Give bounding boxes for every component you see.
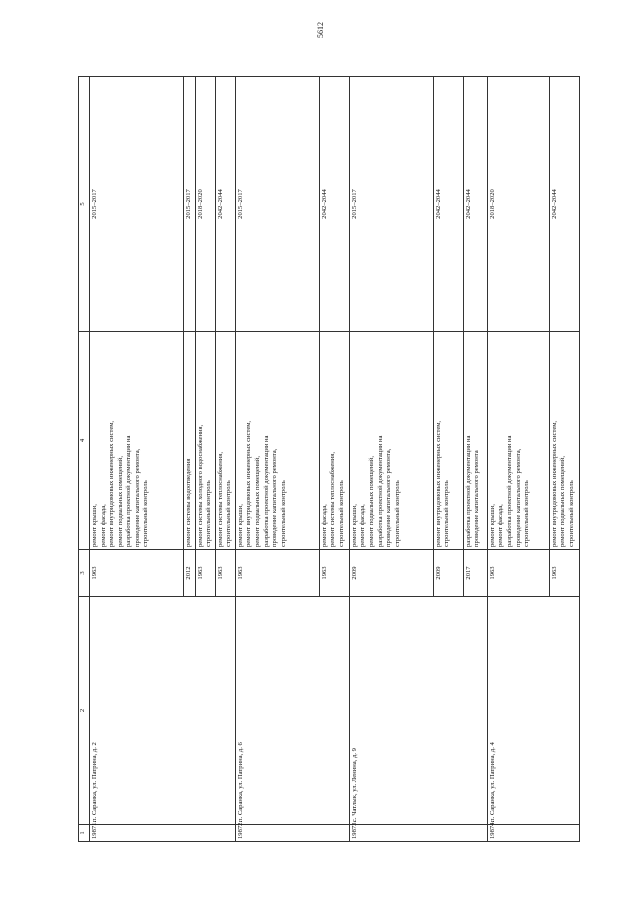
work-period: 2042–2044	[463, 77, 487, 332]
work-period: 2042–2044	[549, 77, 579, 332]
work-period: 2042–2044	[433, 77, 463, 332]
work-list: ремонт системы теплоснабжения, строительный контроль	[215, 332, 235, 550]
build-year: 1963	[195, 550, 215, 597]
header-col-4: 4	[79, 332, 90, 550]
row-number: 19871.	[90, 825, 236, 842]
build-year: 1963	[90, 550, 184, 597]
page-number: 5612	[316, 22, 325, 38]
capital-repair-table	[78, 76, 580, 842]
header-col-3: 3	[79, 550, 90, 597]
header-col-5: 5	[79, 77, 90, 332]
build-year: 2009	[349, 550, 433, 597]
build-year: 2017	[463, 550, 487, 597]
row-address: с. Чатлык, ул. Ленина, д. 9	[349, 597, 487, 825]
work-list: ремонт системы холодного водоснабжения, строительный контроль	[195, 332, 215, 550]
rotated-table-container	[78, 77, 588, 842]
work-list: ремонт внутридомовых инженерных систем, строительный контроль	[433, 332, 463, 550]
header-col-1: 1	[79, 825, 90, 842]
work-list: разработка проектной документации на проведение капитального ремонта	[463, 332, 487, 550]
work-period: 2015–2017	[90, 77, 184, 332]
work-period: 2042–2044	[319, 77, 349, 332]
build-year: 1963	[319, 550, 349, 597]
table-row	[487, 77, 549, 842]
build-year: 2009	[433, 550, 463, 597]
work-period: 2015–2017	[184, 77, 196, 332]
table-row	[349, 77, 433, 842]
work-list: ремонт системы водоотведения	[184, 332, 196, 550]
work-period: 2018–2020	[487, 77, 549, 332]
build-year: 1963	[215, 550, 235, 597]
work-period: 2015–2017	[349, 77, 433, 332]
table-row	[90, 77, 184, 842]
work-list: ремонт крыши, ремонт фасада, ремонт внутридомовых инженерных систем, ремонт подвальных помещений, разработка проектной документации на проведение капитального ремонта, строительный контроль	[90, 332, 184, 550]
work-list: ремонт крыши, ремонт фасада, разработка проектной документации на проведение капитального ремонта, строительный контроль	[487, 332, 549, 550]
work-list: ремонт крыши, ремонт фасада, ремонт подвальных помещений, разработка проектной документации на проведение капитального ремонта, строительный контроль	[349, 332, 433, 550]
work-list: ремонт внутридомовых инженерных систем, ремонт подвальных помещений, строительный контроль	[549, 332, 579, 550]
row-address: п. Саранка, ул. Патрина, д. 2	[90, 597, 236, 825]
header-row	[79, 77, 90, 842]
work-list: ремонт фасада, ремонт системы теплоснабжения, строительный контроль	[319, 332, 349, 550]
build-year: 1963	[235, 550, 319, 597]
work-period: 2015–2017	[235, 77, 319, 332]
row-number: 19874.	[487, 825, 579, 842]
table-row	[235, 77, 319, 842]
header-col-2: 2	[79, 597, 90, 825]
build-year: 1963	[549, 550, 579, 597]
row-address: п. Саранка, ул. Патрина, д. 4	[487, 597, 579, 825]
work-period: 2018–2020	[195, 77, 215, 332]
row-address: п. Саранка, ул. Патрина, д. 6	[235, 597, 349, 825]
work-list: ремонт крыши, ремонт внутридомовых инженерных систем, ремонт подвальных помещений, разработка проектной документации на проведение капитального ремонта, строительный контроль	[235, 332, 319, 550]
row-number: 19873.	[349, 825, 487, 842]
work-period: 2042–2044	[215, 77, 235, 332]
build-year: 2012	[184, 550, 196, 597]
build-year: 1963	[487, 550, 549, 597]
row-number: 19872.	[235, 825, 349, 842]
